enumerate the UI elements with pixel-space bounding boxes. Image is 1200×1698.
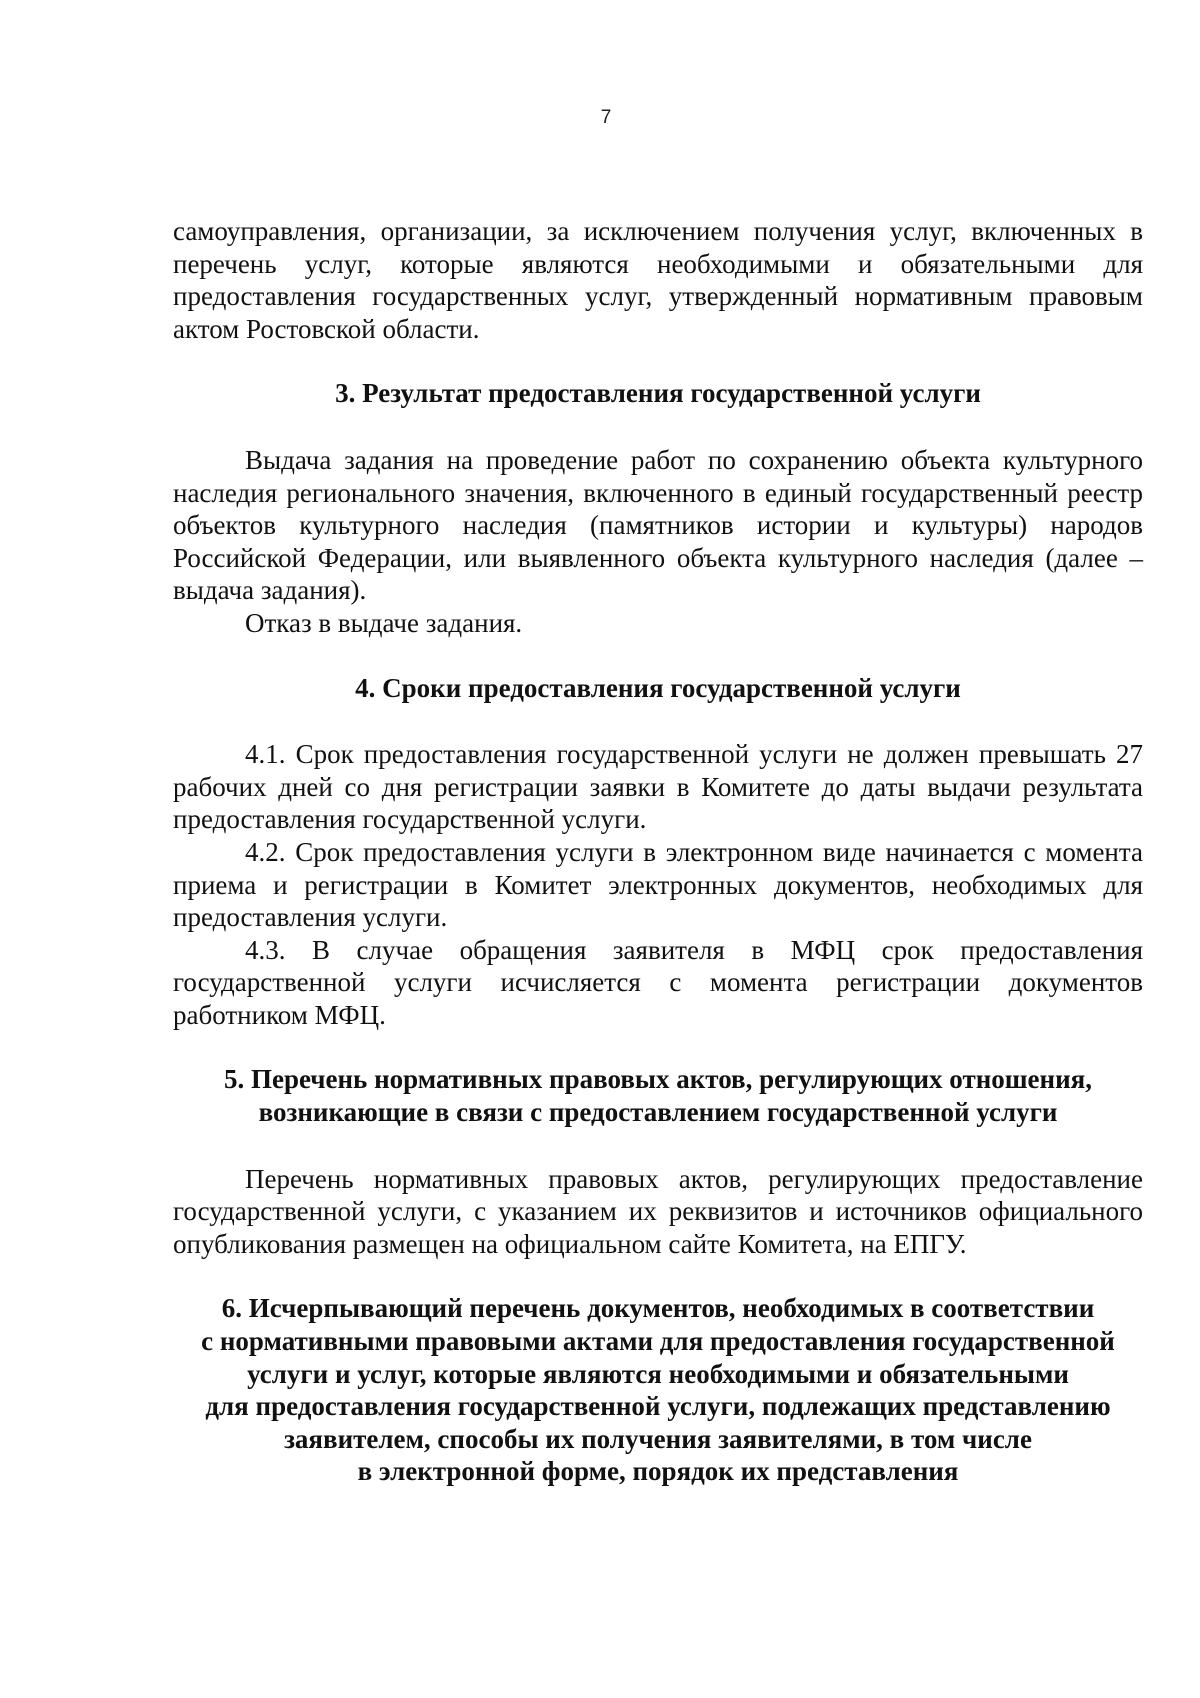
section-4-heading: 4. Сроки предоставления государственной услуги: [355, 672, 961, 703]
section-3-paragraph-2: Отказ в выдаче задания.: [245, 607, 523, 638]
section-5-heading-line-2: возникающие в связи с предоставлением государственной услуги: [258, 1097, 1058, 1128]
section-4-paragraph-2: 4.2. Срок предоставления услуги в электронном виде начинается с момента приема и регистрации в Комитет электронных документов, необходимых для предоставления услуги.: [173, 836, 1143, 933]
section-3-paragraph-1: Выдача задания на проведение работ по сохранению объекта культурного наследия регионального значения, включенного в единый государственный реестр объектов культурного наследия (памятников истории и культуры) народов Российской Федерации, или выявленного объекта культурного наследия (далее –выдача задания).: [173, 444, 1143, 606]
intro-paragraph: самоуправления, организации, за исключением получения услуг, включенных в перечень услуг, которые являются необходимыми и обязательными для предоставления государственных услуг, утвержденный нормативным правовым актом Ростовской области.: [173, 216, 1143, 344]
section-5-heading: [173, 1063, 1143, 1128]
section-6-heading: [173, 1292, 1143, 1488]
document-body: [173, 215, 1143, 1488]
section-6-heading-line-3: услуги и услуг, которые являются необходимыми и обязательными: [247, 1358, 1069, 1389]
page-number: 7: [600, 107, 612, 128]
section-3-heading: 3. Результат предоставления государственной услуги: [335, 378, 981, 409]
section-6-heading-line-2: с нормативными правовыми актами для предоставления государственной: [201, 1326, 1115, 1357]
section-5-paragraph: Перечень нормативных правовых актов, регулирующих предоставление государственной услуги, с указанием их реквизитов и источников официального опубликования размещен на официальном сайте Комитета, на ЕПГУ.: [173, 1163, 1143, 1259]
section-4-paragraph-1: 4.1. Срок предоставления государственной услуги не должен превышать 27 рабочих дней со дня регистрации заявки в Комитете до даты выдачи результата предоставления государственной услуги.: [173, 739, 1143, 835]
section-4-paragraph-3: 4.3. В случае обращения заявителя в МФЦ срок предоставления государственной услуги исчисляется с момента регистрации документов работником МФЦ.: [173, 934, 1143, 1030]
section-6-heading-line-5: заявителем, способы их получения заявителями, в том числе: [284, 1423, 1032, 1454]
section-6-heading-line-4: для предоставления государственной услуги, подлежащих представлению: [205, 1391, 1111, 1422]
section-5-heading-line-1: 5. Перечень нормативных правовых актов, регулирующих отношения,: [223, 1064, 1093, 1095]
section-6-heading-line-6: в электронной форме, порядок их представления: [357, 1456, 959, 1487]
section-6-heading-line-1: 6. Исчерпывающий перечень документов, необходимых в соответствии: [221, 1293, 1095, 1324]
